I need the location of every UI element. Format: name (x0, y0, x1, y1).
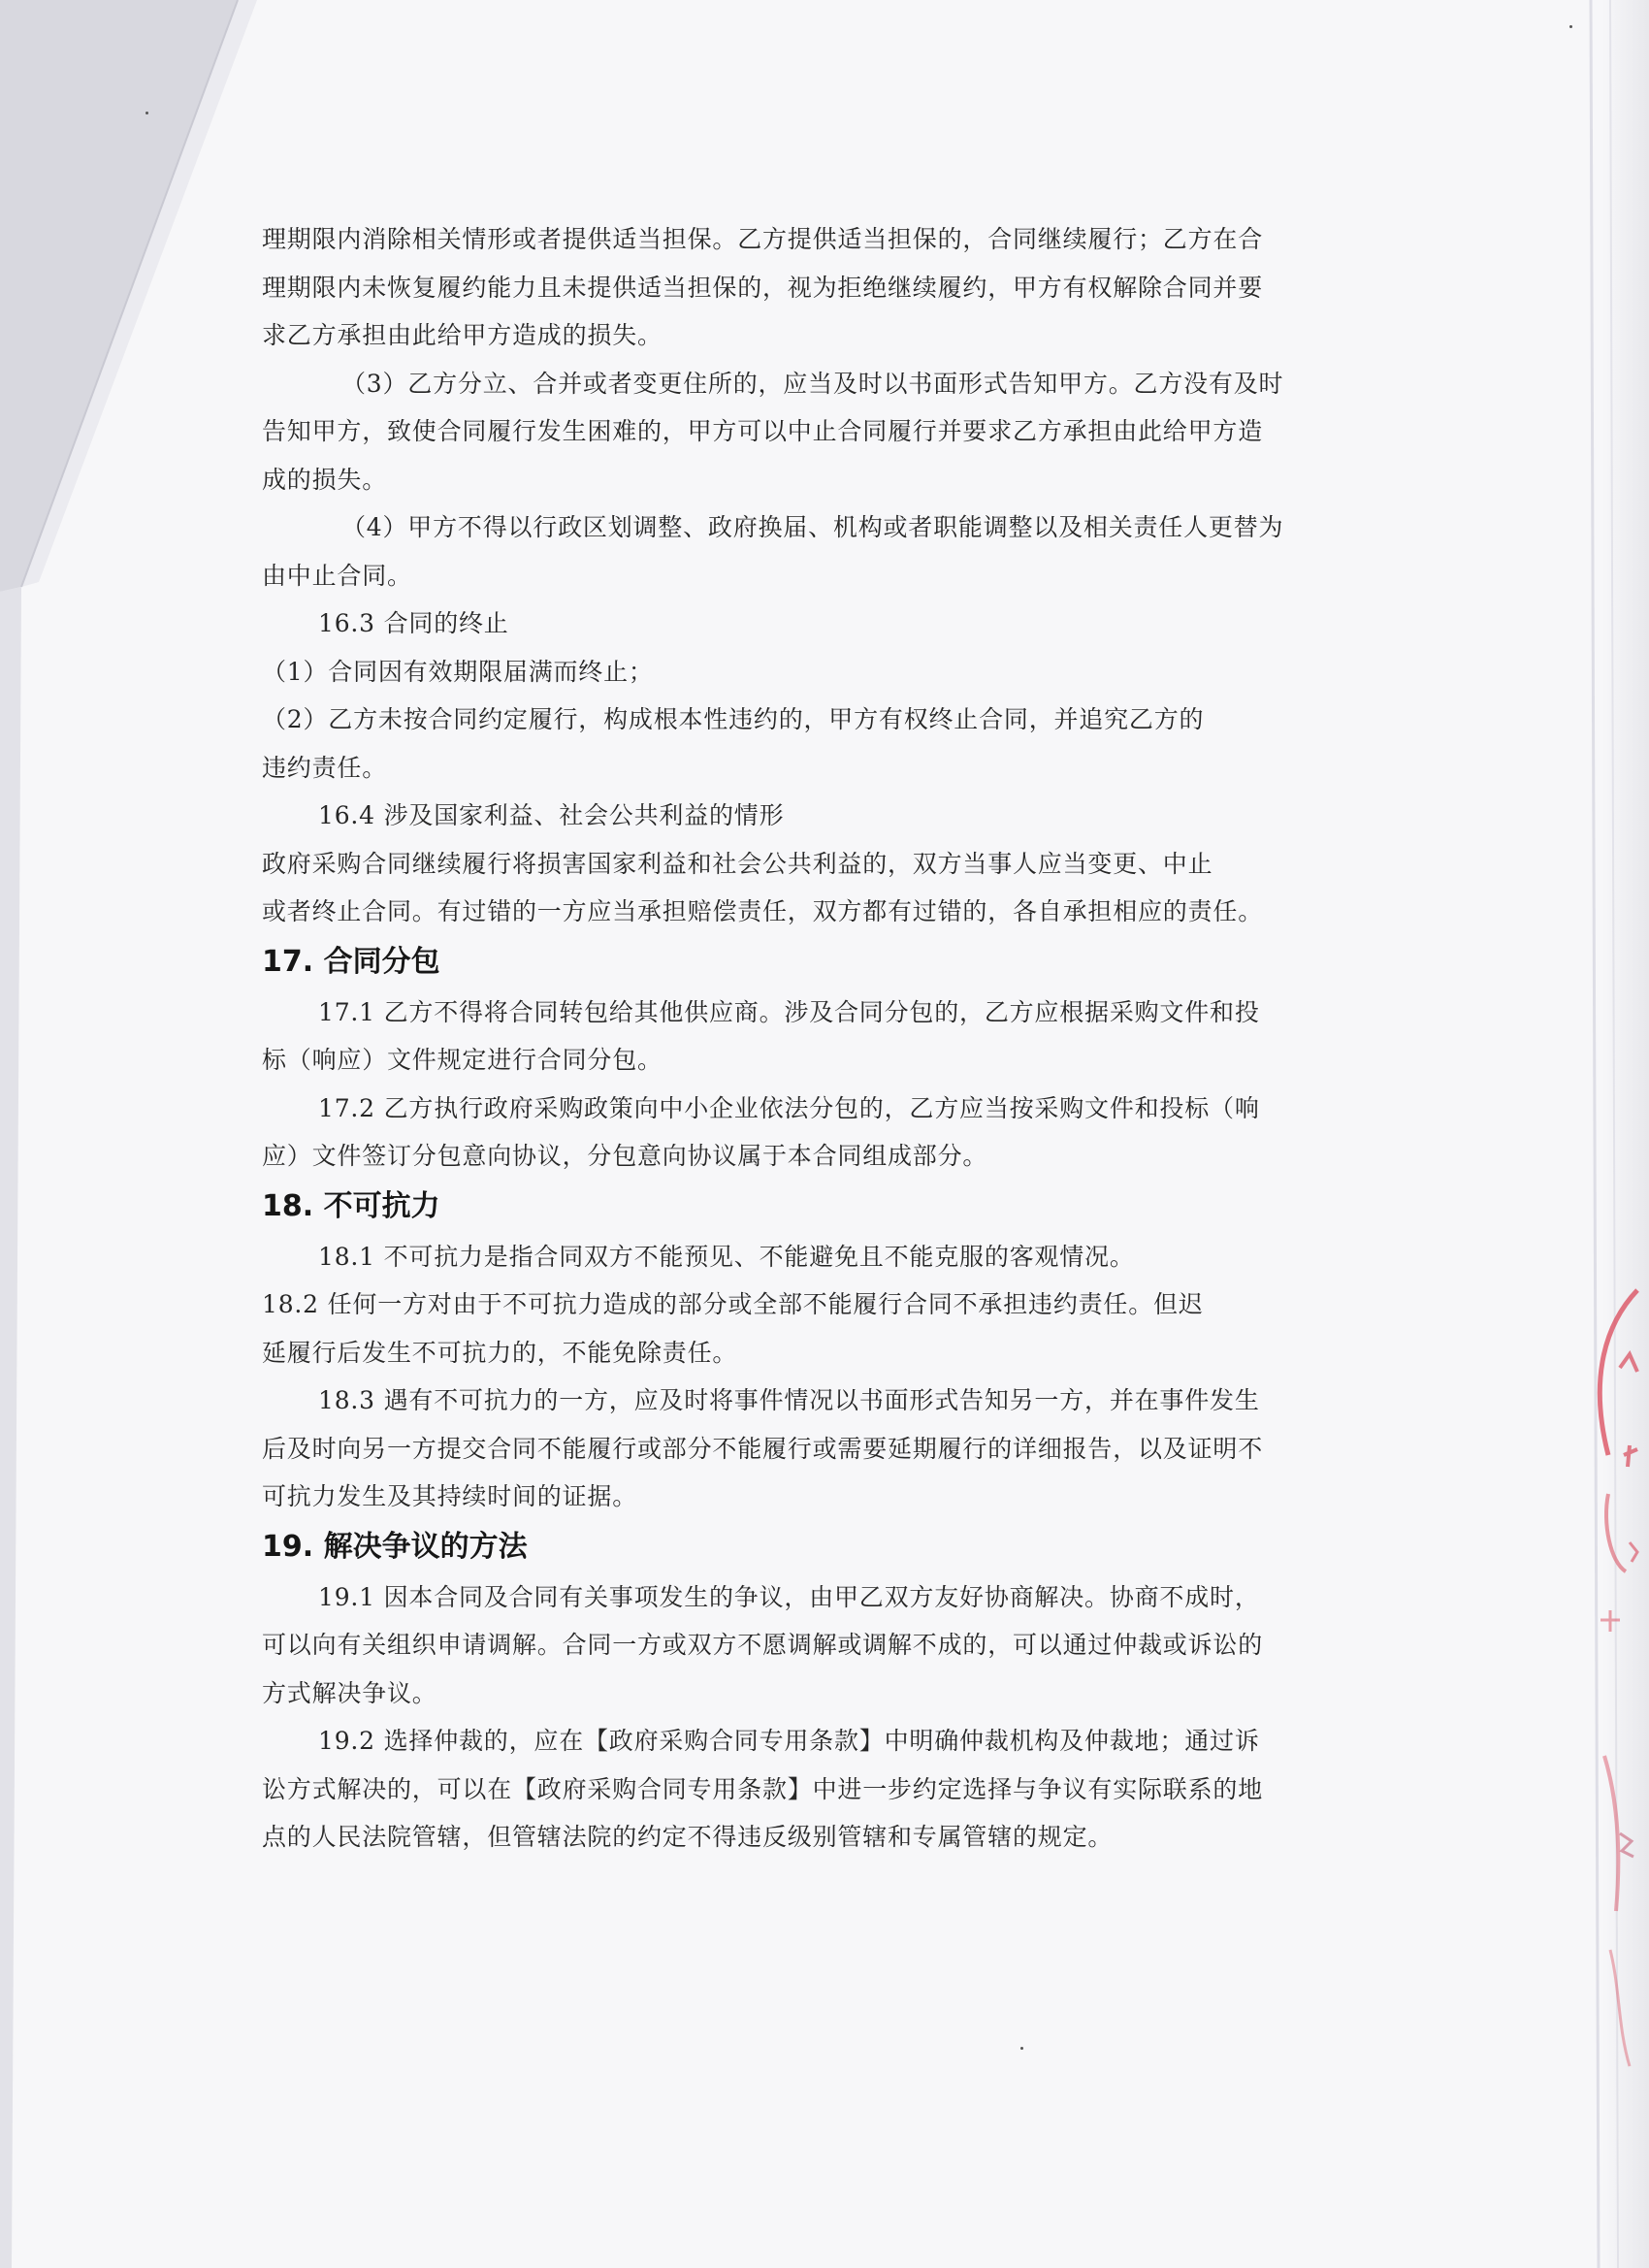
text-line: 可抗力发生及其持续时间的证据。 (262, 1482, 638, 1510)
text-line: 违约责任。 (262, 753, 388, 782)
scan-speck (146, 112, 148, 114)
text-line: 理期限内消除相关情形或者提供适当担保。乙方提供适当担保的，合同继续履行；乙方在合 (262, 225, 1264, 253)
text-line: 理期限内未恢复履约能力且未提供适当担保的，视为拒绝继续履约，甲方有权解除合同并要 (262, 273, 1264, 302)
text-line: 应）文件签订分包意向协议，分包意向协议属于本合同组成部分。 (262, 1142, 988, 1170)
text-line: 可以向有关组织申请调解。合同一方或双方不愿调解或调解不成的，可以通过仲裁或诉讼的 (262, 1631, 1264, 1659)
text-line: 后及时向另一方提交合同不能履行或部分不能履行或需要延期履行的详细报告，以及证明不 (262, 1434, 1264, 1463)
red-seal-stamp-fragment (1562, 1251, 1649, 2124)
text-line: （3）乙方分立、合并或者变更住所的，应当及时以书面形式告知甲方。乙方没有及时 (341, 369, 1284, 398)
section-heading: 18. 不可抗力 (262, 1188, 440, 1223)
text-line: 16.4 涉及国家利益、社会公共利益的情形 (318, 801, 785, 829)
text-line: 或者终止合同。有过错的一方应当承担赔偿责任，双方都有过错的，各自承担相应的责任。 (262, 897, 1264, 925)
text-line: 延履行后发生不可抗力的，不能免除责任。 (262, 1338, 738, 1367)
text-line: 19.1 因本合同及合同有关事项发生的争议，由甲乙双方友好协商解决。协商不成时， (318, 1582, 1260, 1611)
text-line: 标（响应）文件规定进行合同分包。 (262, 1046, 663, 1074)
text-line: 告知甲方，致使合同履行发生困难的，甲方可以中止合同履行并要求乙方承担由此给甲方造 (262, 417, 1264, 445)
text-line: 17.1 乙方不得将合同转包给其他供应商。涉及合同分包的，乙方应根据采购文件和投 (318, 997, 1260, 1026)
scan-speck (1020, 2047, 1023, 2050)
text-line: 16.3 合同的终止 (318, 609, 509, 637)
contract-text (262, 215, 1406, 1862)
text-line: 18.1 不可抗力是指合同双方不能预见、不能避免且不能克服的客观情况。 (318, 1242, 1135, 1271)
text-line: 求乙方承担由此给甲方造成的损失。 (262, 321, 663, 349)
text-line: 19.2 选择仲裁的，应在【政府采购合同专用条款】中明确仲裁机构及仲裁地；通过诉 (318, 1727, 1260, 1755)
text-line: 18.2 任何一方对由于不可抗力造成的部分或全部不能履行合同不承担违约责任。但迟 (262, 1290, 1204, 1318)
text-line: 点的人民法院管辖，但管辖法院的约定不得违反级别管辖和专属管辖的规定。 (262, 1823, 1114, 1851)
section-heading: 17. 合同分包 (262, 944, 440, 979)
text-line: 成的损失。 (262, 465, 388, 494)
text-line: 方式解决争议。 (262, 1678, 437, 1707)
text-line: 18.3 遇有不可抗力的一方，应及时将事件情况以书面形式告知另一方，并在事件发生 (318, 1386, 1260, 1414)
text-line: （1）合同因有效期限届满而终止； (262, 657, 654, 686)
section-heading: 19. 解决争议的方法 (262, 1529, 528, 1564)
text-line: 由中止合同。 (262, 561, 412, 590)
text-line: 政府采购合同继续履行将损害国家利益和社会公共利益的，双方当事人应当变更、中止 (262, 849, 1213, 878)
text-line: 17.2 乙方执行政府采购政策向中小企业依法分包的，乙方应当按采购文件和投标（响 (318, 1093, 1260, 1122)
text-line: （4）甲方不得以行政区划调整、政府换届、机构或者职能调整以及相关责任人更替为 (341, 513, 1284, 541)
text-line: （2）乙方未按合同约定履行，构成根本性违约的，甲方有权终止合同，并追究乙方的 (262, 705, 1205, 733)
text-line: 讼方式解决的，可以在【政府采购合同专用条款】中进一步约定选择与争议有实际联系的地 (262, 1774, 1264, 1803)
scan-speck (1569, 25, 1572, 28)
